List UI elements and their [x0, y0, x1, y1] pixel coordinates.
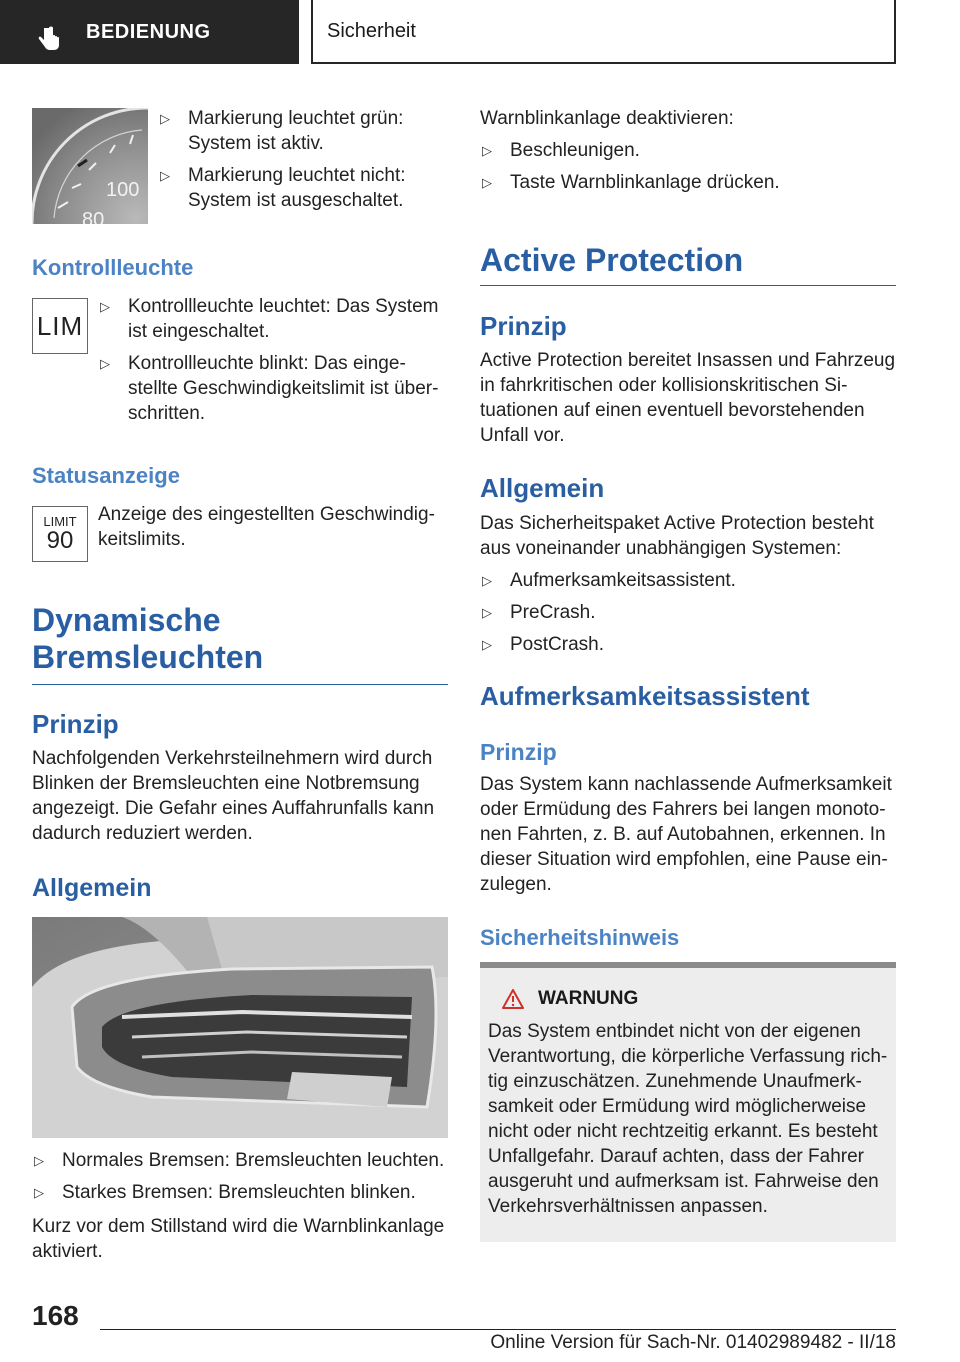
list-item: ▷ Markierung leuchtet grün: System ist aktiv.: [160, 108, 404, 154]
dynamische-bremsleuchten-heading: Dynamische Bremsleuchten: [32, 602, 448, 685]
page-number: 168: [32, 1300, 79, 1331]
list-item: ▷ Normales Bremsen: Bremsleuchten leuchten.: [34, 1150, 445, 1171]
gauge-label-80: 80: [82, 209, 105, 224]
closing-text: Kurz vor dem Stillstand wird die Warnblinkanlage aktiviert.: [32, 1216, 445, 1262]
prinzip-text: Nachfolgenden Verkehrsteilnehmern wird durch Blinken der Bremsleuchten eine Notbremsung angezeigt. Die Gefahr eines Auffahrunfalls kann dadurch reduziert werden.: [32, 748, 435, 844]
ap-allgemein-heading: Allgemein: [480, 473, 605, 503]
list-item: ▷ Starkes Bremsen: Bremsleuchten blinken.: [34, 1182, 416, 1203]
brake-light-image: [32, 917, 448, 1138]
allgemein-heading: Allgemein: [32, 874, 152, 902]
chapter-title: Sicherheit: [327, 19, 416, 42]
deactivate-intro: Warnblinkanlage deaktivieren:: [480, 108, 734, 129]
list-item: ▷ Taste Warnblinkanlage drücken.: [482, 172, 780, 193]
chapter-tab: [311, 0, 896, 64]
list-item: ▷ Aufmerksamkeitsassistent.: [482, 570, 736, 591]
limit-90-icon: LIMIT 90: [32, 506, 88, 562]
gauge-label-100: 100: [106, 179, 140, 201]
list-item: ▷ PostCrash.: [482, 634, 604, 655]
deactivate-list: [480, 138, 896, 202]
warning-triangle-icon: [502, 989, 524, 1009]
list-item: ▷ PreCrash.: [482, 602, 596, 623]
warning-text: Das System entbindet nicht von der eigenen Verantwortung, die körperliche Verfassung richtig einzuschätzen. Zunehmende Unaufmerksamkeit oder Ermüdung wird möglicherweise nicht oder nicht rechtzeitig erkannt. Es besteht Unfallgefahr. Darauf achten, dass der Fahrer ausgeruht und aufmerksam ist. Fahrweise den Verkehrsverhältnissen anpassen.: [488, 1021, 888, 1217]
aufmerksamkeit-heading: Aufmerksamkeitsassistent: [480, 681, 810, 711]
list-item: ▷ Beschleunigen.: [482, 140, 640, 161]
aufm-prinzip-heading: Prinzip: [480, 739, 557, 765]
kontrollleuchte-heading: Kontrollleuchte: [32, 255, 194, 280]
status-text: Anzeige des eingestellten Geschwindigkeitslimits.: [98, 504, 435, 550]
hand-pointer-icon: [38, 26, 62, 52]
ap-prinzip-heading: Prinzip: [480, 311, 567, 341]
aufm-prinzip-text: Das System kann nachlassende Aufmerksamkeit oder Ermüdung des Fahrers bei langen monotonen Fahrten, z. B. auf Autobahnen, erkennen. In dieser Situation wird empfohlen, eine Pause einzulegen.: [480, 774, 892, 895]
warning-title: WARNUNG: [488, 988, 888, 1010]
list-item: ▷ Kontrollleuchte leuchtet: Das System ist eingeschaltet.: [100, 296, 439, 342]
brake-list: [32, 1148, 448, 1212]
prinzip-heading: Prinzip: [32, 709, 119, 739]
section-tab: [0, 0, 299, 64]
warning-box: [480, 962, 896, 1242]
list-item: ▷ Markierung leuchtet nicht: System ist ausgeschaltet.: [160, 165, 406, 211]
statusanzeige-heading: Statusanzeige: [32, 463, 180, 488]
ap-prinzip-text: Active Protection bereitet Insassen und Fahrzeug in fahrkritischen oder kollisionskritischen Situationen auf einen eventuell bevorstehenden Unfall vor.: [480, 350, 896, 446]
gauge-image: [32, 108, 148, 224]
kontroll-list: [98, 294, 448, 433]
active-protection-heading: Active Protection: [480, 242, 896, 286]
ap-allgemein-text: Das Sicherheitspaket Active Protection besteht aus voneinander unabhängigen Systemen:: [480, 513, 874, 559]
marking-list: [158, 106, 448, 220]
section-title: BEDIENUNG: [86, 20, 211, 43]
list-item: ▷ Kontrollleuchte blinkt: Das eingestellte Geschwindigkeitslimit ist überschritten.: [100, 353, 439, 424]
footer-text: Online Version für Sach-Nr. 01402989482 - II/18: [490, 1332, 896, 1353]
lim-indicator-icon: LIM: [32, 298, 88, 354]
sicherheitshinweis-heading: Sicherheitshinweis: [480, 925, 680, 950]
footer-divider: [100, 1329, 896, 1330]
system-list: [480, 568, 896, 664]
